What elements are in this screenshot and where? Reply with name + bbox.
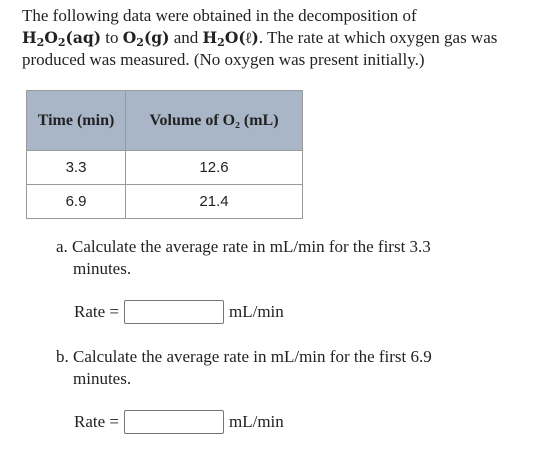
table-row <box>27 151 303 185</box>
header-volume: Volume of O₂ (mL) <box>126 91 303 151</box>
cell-time: 6.9 <box>27 185 126 219</box>
question-a <box>56 236 476 280</box>
rate-b-unit: mL/min <box>229 412 284 431</box>
cell-volume: 12.6 <box>126 151 303 185</box>
rate-b-row <box>74 409 284 435</box>
question-b-text: b. Calculate the average rate in mL/min for the first 6.9 <box>56 347 432 366</box>
header-time: Time (min) <box>27 91 126 151</box>
formula-h2o2: $H_2O_2(aq)$ <box>22 28 102 49</box>
rate-a-unit: mL/min <box>229 302 284 321</box>
formula-o2: $O_2(g)$ <box>122 28 170 49</box>
rate-a-row <box>74 299 284 325</box>
question-a-text: a. Calculate the average rate in mL/min for the first 3.3 <box>56 237 431 256</box>
intro-text-and: and <box>169 28 203 47</box>
rate-b-input[interactable] <box>124 410 224 434</box>
intro-text-b: . The rate at which oxygen gas was produced was measured. (No oxygen was present initially.) <box>22 28 498 69</box>
rate-a-label: Rate = <box>74 302 119 321</box>
question-b-continuation: minutes. <box>73 369 132 388</box>
table-row <box>27 185 303 219</box>
intro-text-to: to <box>101 28 123 47</box>
table-header-row <box>27 91 303 151</box>
problem-statement <box>22 5 542 71</box>
rate-b-label: Rate = <box>74 412 119 431</box>
intro-text-a: The following data were obtained in the decomposition of <box>22 6 417 25</box>
question-a-continuation: minutes. <box>73 259 132 278</box>
cell-time: 3.3 <box>27 151 126 185</box>
question-b <box>56 346 476 390</box>
formula-h2o: $H_2O(\ell)$ <box>202 28 259 49</box>
data-table <box>26 90 303 219</box>
rate-a-input[interactable] <box>124 300 224 324</box>
cell-volume: 21.4 <box>126 185 303 219</box>
